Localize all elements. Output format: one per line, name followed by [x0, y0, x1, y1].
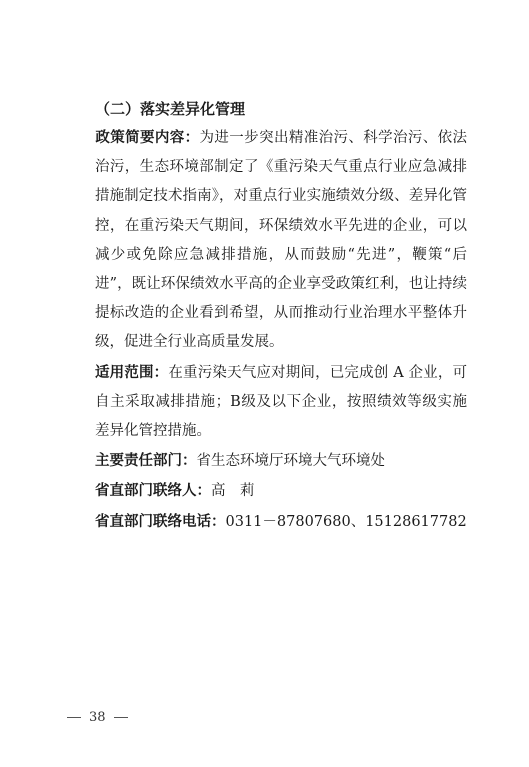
page-footer: [59, 710, 136, 725]
contact-phone-line: [95, 507, 467, 537]
footer-dash-right: [114, 717, 128, 718]
policy-summary-label: 政策简要内容：: [95, 129, 200, 146]
responsible-dept-label: 主要责任部门：: [95, 452, 197, 470]
scope-text: 在重污染天气应对期间，已完成创 A 企业，可自主采取减排措施；B级及以下企业，按照绩效等级实施差异化管控措施。: [95, 364, 467, 440]
scope-label: 适用范围：: [95, 363, 169, 381]
scope-paragraph: [95, 358, 467, 447]
footer-dash-left: [67, 717, 81, 718]
contact-phone-label: 省直部门联络电话：: [95, 512, 226, 530]
responsible-dept-text: 省生态环境厅环境大气环境处: [196, 453, 385, 470]
section-heading: （二）落实差异化管理: [95, 100, 246, 118]
contact-phone-text: 0311－87807680、15128617782: [225, 513, 467, 530]
page-content: [95, 95, 467, 537]
policy-summary-paragraph: [95, 123, 467, 358]
contact-person-label: 省直部门联络人：: [95, 482, 211, 500]
page-number: 38: [89, 710, 106, 725]
contact-person-line: [95, 476, 467, 506]
contact-person-text: 高 莉: [211, 483, 255, 500]
policy-summary-text: 为进一步突出精准治污、科学治污、依法治污，生态环境部制定了《重污染天气重点行业应急减排措施制定技术指南》，对重点行业实施绩效分级、差异化管控，在重污染天气期间，环保绩效水平先进的企业，可以减少或免除应急减排措施，从而鼓励“先进”，鞭策“后进”，既让环保绩效水平高的企业享受政策红利，也让持续提标改造的企业看到希望，从而推动行业治理水平整体升级，促进全行业高质量发展。: [95, 130, 468, 351]
responsible-dept-line: [95, 446, 467, 476]
